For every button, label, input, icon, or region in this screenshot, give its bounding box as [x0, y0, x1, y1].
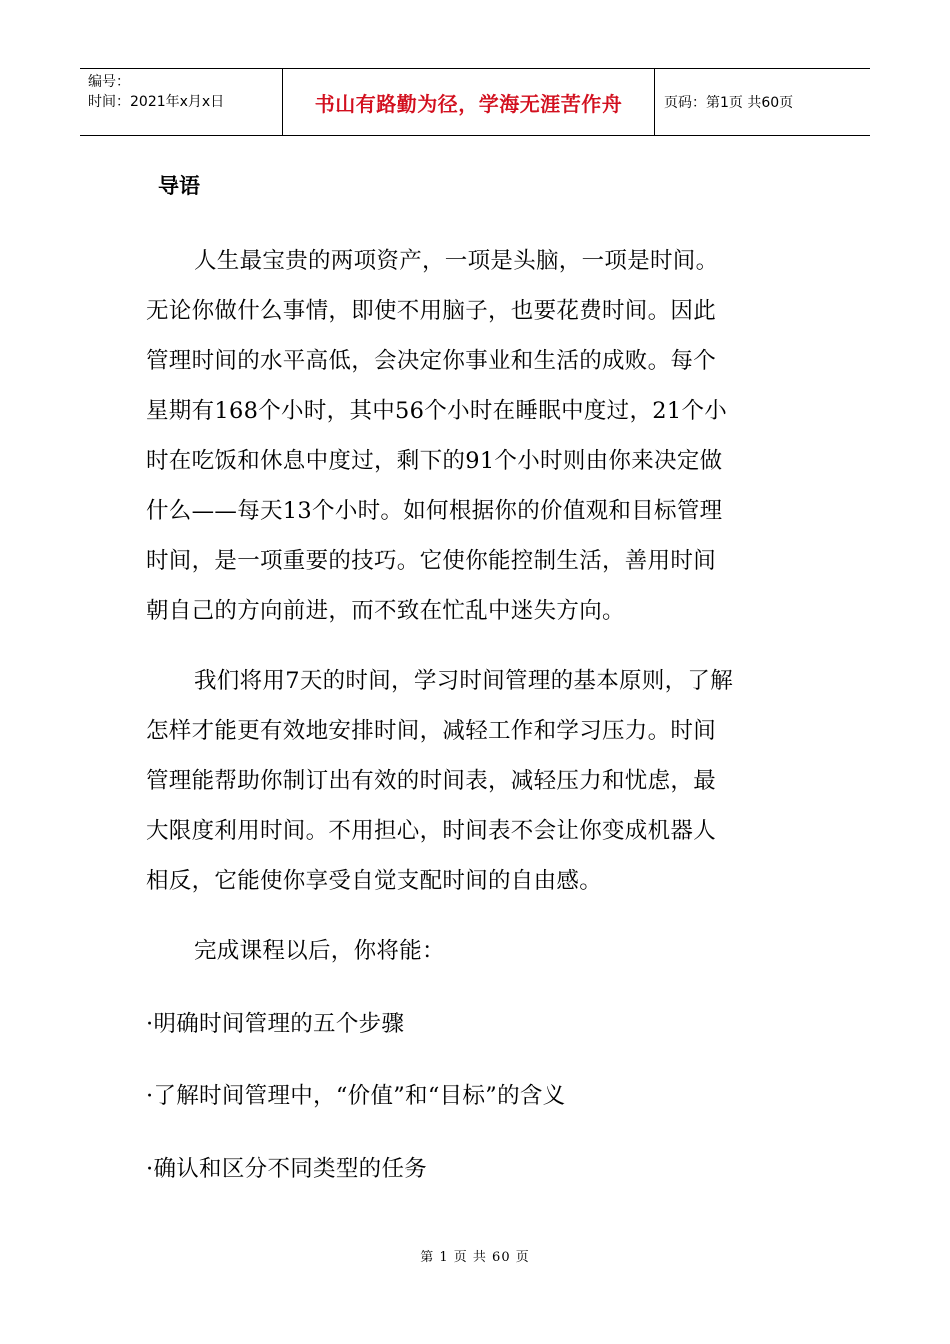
motto-text: 书山有路勤为径，学海无涯苦作舟 [314, 91, 623, 116]
paragraph-line: 相反，它能使你享受自觉支配时间的自由感。 [146, 868, 603, 894]
intro-line: 完成课程以后，你将能： [194, 938, 445, 964]
paragraph-line: 朝自己的方向前进，而不致在忙乱中迷失方向。 [146, 598, 625, 624]
paragraph-line: 人生最宝贵的两项资产，一项是头脑，一项是时间。 [194, 248, 719, 274]
header-meta-cell [80, 69, 283, 135]
number-label: 编号： [88, 74, 130, 90]
paragraph-line: 管理能帮助你制订出有效的时间表，减轻压力和忧虑，最 [146, 768, 717, 794]
date-label: 时间：2021年x月x日 [88, 94, 225, 110]
paragraph-line: 大限度利用时间。不用担心，时间表不会让你变成机器人 [146, 818, 717, 844]
paragraph-line: 管理时间的水平高低，会决定你事业和生活的成败。每个 [146, 348, 717, 374]
document-header [80, 68, 870, 136]
page-info: 页码：第1页 共60页 [664, 95, 794, 111]
bullet-item: ·了解时间管理中，“价值”和“目标”的含义 [146, 1083, 566, 1109]
bullet-item: ·确认和区分不同类型的任务 [146, 1156, 428, 1182]
paragraph-line: 我们将用7天的时间，学习时间管理的基本原则，了解 [194, 668, 734, 694]
paragraph-line: 星期有168个小时，其中56个小时在睡眠中度过，21个小 [146, 398, 728, 424]
document-title: 导语 [158, 174, 200, 198]
paragraph-line: 怎样才能更有效地安排时间，减轻工作和学习压力。时间 [146, 718, 717, 744]
header-motto-cell [283, 69, 655, 135]
bullet-item: ·明确时间管理的五个步骤 [146, 1011, 405, 1037]
paragraph-line: 什么——每天13个小时。如何根据你的价值观和目标管理 [146, 498, 723, 524]
paragraph-line: 时在吃饭和休息中度过，剩下的91个小时则由你来决定做 [146, 448, 723, 474]
paragraph-line: 时间，是一项重要的技巧。它使你能控制生活，善用时间 [146, 548, 717, 574]
header-page-cell [655, 69, 870, 135]
page-footer: 第 1 页 共 60 页 [420, 1250, 530, 1265]
paragraph-line: 无论你做什么事情，即使不用脑子，也要花费时间。因此 [146, 298, 717, 324]
